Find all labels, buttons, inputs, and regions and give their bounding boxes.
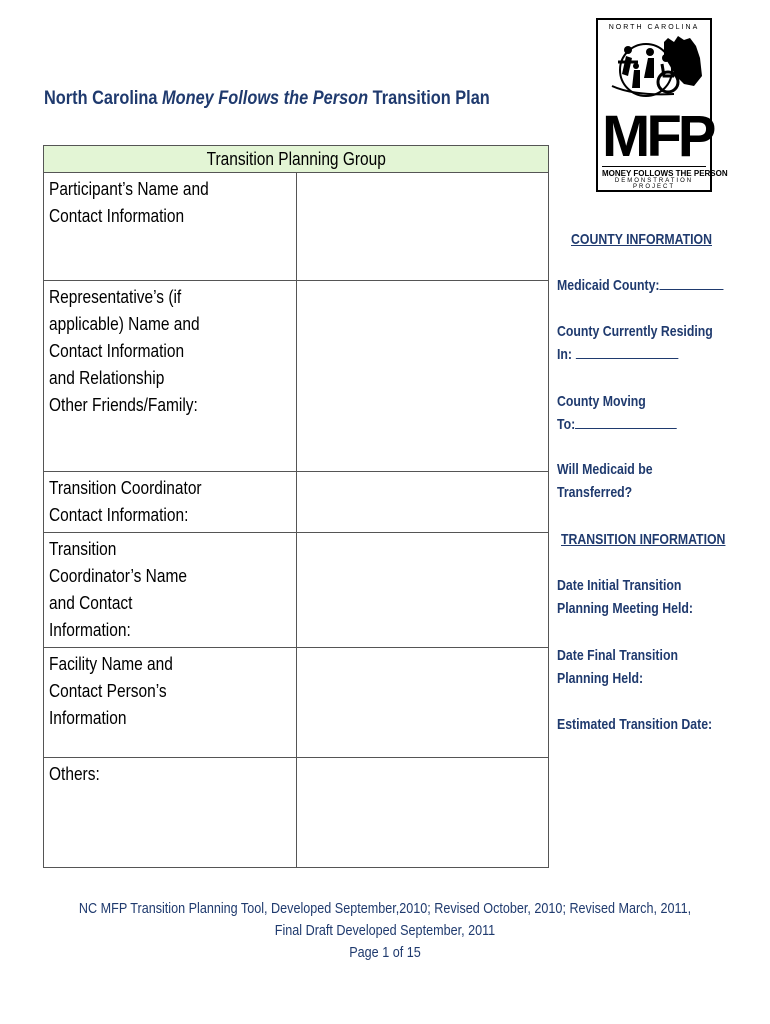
footer-final-draft-line: Final Draft Developed September, 2011 [274, 922, 496, 939]
county-residing-label: County Currently Residing In: [557, 323, 713, 363]
table-header-row [44, 146, 549, 173]
table-row [44, 648, 549, 758]
estimated-date-label: Estimated Transition Date: [557, 716, 713, 733]
others-field[interactable] [296, 758, 549, 868]
footer-revision-line: NC MFP Transition Planning Tool, Developed September,2010; Revised October, 2010; Revised March, 2011, [78, 900, 692, 917]
county-moving-label: County Moving To: [557, 390, 677, 436]
table-row [44, 472, 549, 533]
initial-meeting-label: Date Initial Transition Planning Meeting Held: [557, 577, 693, 617]
medicaid-transfer-label: Will Medicaid be Transferred? [557, 461, 653, 501]
logo-letters: MFP [602, 104, 713, 169]
participant-name-field[interactable] [296, 173, 549, 281]
row-label: Participant’s Name and Contact Information [44, 173, 297, 281]
row-label: Transition Coordinator Contact Information: [44, 472, 297, 533]
transition-information-heading: TRANSITION INFORMATION [561, 531, 726, 548]
document-title: North Carolina Money Follows the Person Transition Plan [44, 88, 490, 109]
medicaid-county-blank[interactable] [660, 275, 724, 290]
transition-coordinator-contact-field[interactable] [296, 472, 549, 533]
page-number: Page 1 of 15 [349, 944, 421, 961]
county-moving-blank[interactable] [575, 414, 677, 429]
footer [0, 898, 770, 964]
row-label: Facility Name and Contact Person’s Information [44, 648, 297, 758]
final-planning-label: Date Final Transition Planning Held: [557, 647, 678, 687]
row-label: Representative’s (if applicable) Name and Contact Information and Relationship Other Friends/Family: [44, 281, 297, 472]
county-information-heading: COUNTY INFORMATION [571, 231, 712, 248]
table-row [44, 173, 549, 281]
row-label: Others: [44, 758, 297, 868]
county-residing-blank[interactable] [575, 344, 678, 359]
row-label: Transition Coordinator’s Name and Contact Information: [44, 533, 297, 648]
table-row [44, 758, 549, 868]
logo-subtitle: DEMONSTRATION PROJECT [614, 178, 694, 190]
medicaid-county-label: Medicaid County: [557, 274, 723, 297]
transition-planning-group-table [43, 145, 549, 868]
mfp-logo [596, 18, 728, 192]
facility-contact-field[interactable] [296, 648, 549, 758]
table-row [44, 533, 549, 648]
transition-coordinator-name-field[interactable] [296, 533, 549, 648]
table-heading: Transition Planning Group [44, 146, 549, 173]
table-row [44, 281, 549, 472]
logo-tagline: MONEY FOLLOWS THE PERSON [602, 166, 706, 178]
logo-state-text: NORTH CAROLINA [608, 24, 700, 31]
people-illustration-icon [604, 36, 704, 106]
representative-field[interactable] [296, 281, 549, 472]
